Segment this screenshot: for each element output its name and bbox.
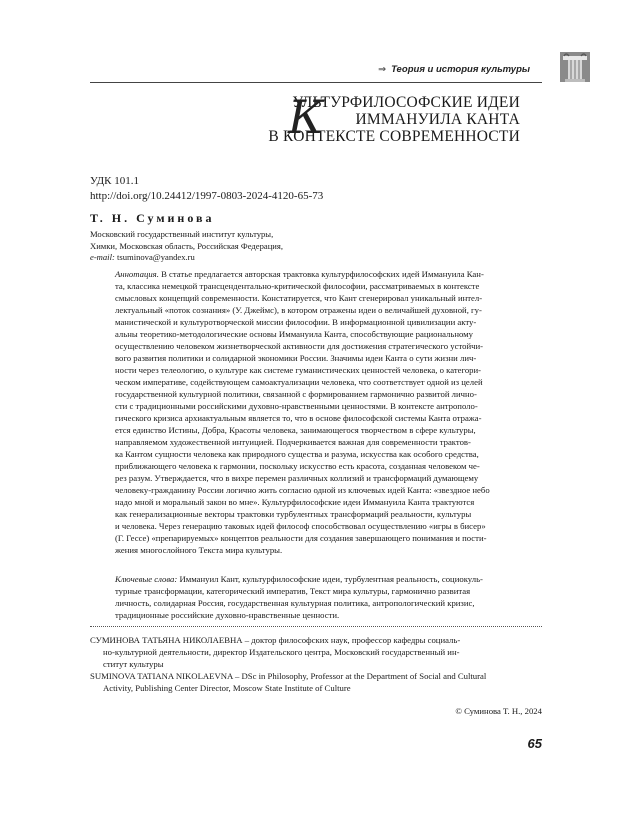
abstract-line: ка Кантом сущности человека как природного существа и разума, искусства как особого средства, [115, 449, 479, 459]
affiliation-line: Химки, Московская область, Российская Федерация, [90, 240, 283, 251]
abstract-line: смысловых концепций современности. Констатируется, что Кант сгенерировал уникальный интел- [115, 293, 483, 303]
keywords-line: личность, солидарная Россия, государственная культурная политика, антропологический кризис, [115, 598, 475, 608]
keywords-label: Ключевые слова: [115, 574, 178, 584]
abstract-line: человеку-гражданину России логично жить согласно одной из ключевых идей Канта: «звездное небо [115, 485, 490, 495]
abstract-line: и человека. Через генерацию таковых идей философ способствовал осуществлению «игры в бисер» [115, 521, 486, 531]
abstract-line: ческом императиве, содействующем самоактуализации человека, что соответствует одной из целей [115, 377, 483, 387]
author-name: Т. Н. Суминова [90, 211, 215, 225]
abstract-line: альны теоретико-методологические основы Иммануила Канта, способствующие рациональному [115, 329, 474, 339]
arrow-icon: ⇒ [378, 64, 387, 75]
abstract-line: В статье предлагается авторская трактовка культурфилософских идей Иммануила Кан- [161, 269, 484, 279]
udc-code: УДК 101.1 [90, 175, 140, 187]
abstract-line: как генерализационные векторы трактовки турбулентных трансформаций реальности, культуры [115, 509, 472, 519]
abstract-line: направляемом художественной интуицией. Подчеркивается важная для современности трактов- [115, 437, 471, 447]
title-line: ИММАНУИЛА КАНТА [355, 111, 520, 128]
abstract-line: та, классика немецкой трансцендентально-критической философии, рассматриваемых в контексте [115, 281, 480, 291]
header-rule [90, 82, 542, 83]
bio-en-line: SUMINOVA TATIANA NIKOLAEVNA – DSc in Philosophy, Professor at the Department of Social and Cultural [90, 671, 487, 681]
abstract-line: манистической и культуротворческой миссии философии. В информационной цивилизации акту- [115, 317, 477, 327]
abstract-label: Аннотация. [115, 269, 159, 279]
bio-ru-line: но-культурной деятельности, директор Издательского центра, Московский государственный ин- [103, 647, 460, 657]
abstract-line: осуществлению человеком жизнетворческой активности для достижения стратегического устойчи- [115, 341, 484, 351]
author-email[interactable]: tsuminova@yandex.ru [116, 252, 195, 262]
copyright: © Суминова Т. Н., 2024 [455, 706, 542, 716]
keywords-line: Иммануил Кант, культурфилософские идеи, турбулентная реальность, социокуль- [179, 574, 483, 584]
dotted-divider [90, 626, 542, 627]
abstract-line: рез разум. Утверждается, что в вихре перемен различных коллизий и трансформаций думающему [115, 473, 479, 483]
article-title [150, 90, 520, 145]
column-ornament-icon [560, 48, 590, 84]
bio-ru-line: ститут культуры [103, 659, 164, 669]
abstract-line: приближающего человека к гармонии, поскольку искусство есть красота, созданная человеком че- [115, 461, 480, 471]
email-label: e-mail: [90, 252, 115, 262]
abstract-line: жения многослойного Текста мира культуры. [115, 545, 283, 555]
page-number: 65 [527, 736, 542, 751]
abstract-line: сти с традиционными российскими духовно-нравственными ценностями. В контексте антрополо- [115, 401, 478, 411]
bio-ru-line: СУМИНОВА ТАТЬЯНА НИКОЛАЕВНА – доктор философских наук, профессор кафедры социаль- [90, 635, 461, 645]
abstract-line: вого развития политики и солидарной экономики России. Значимы идеи Канта о сути жизни лич- [115, 353, 477, 363]
author-bio [90, 634, 542, 694]
keywords-line: традиционные российские духовно-нравственные ценности. [115, 610, 340, 620]
article-meta [90, 174, 323, 204]
abstract [115, 268, 536, 556]
abstract-line: лектуальный «поток сознания» (У. Джеймс), в котором отражены идеи о величайшей духовной, гу- [115, 305, 482, 315]
author-affiliation [90, 229, 283, 264]
abstract-line: ности через телеологию, о культуре как системе гуманистических ценностей человека, о категори- [115, 365, 482, 375]
section-label [378, 64, 530, 75]
title-line: В КОНТЕКСТЕ СОВРЕМЕННОСТИ [268, 128, 520, 145]
running-header [90, 60, 560, 84]
title-line: УЛЬТУРФИЛОСОФСКИЕ ИДЕИ [292, 94, 520, 111]
bio-en-line: Activity, Publishing Center Director, Moscow State Institute of Culture [103, 683, 351, 693]
abstract-line: (Г. Гессе) «препарируемых» концептов реальности для создания завершающего понимания и пости- [115, 533, 487, 543]
doi-link[interactable]: http://doi.org/10.24412/1997-0803-2024-4120-65-73 [90, 190, 324, 202]
section-title: Теория и история культуры [391, 64, 530, 75]
affiliation-line: Московский государственный институт культуры, [90, 229, 274, 239]
keywords [115, 573, 536, 621]
abstract-line: государственной культурной политики, связанной с формированием гармонично развитой лично- [115, 389, 477, 399]
keywords-line: турные трансформации, категорический императив, Текст мира культуры, гармонично развитая [115, 586, 471, 596]
abstract-line: гического кризиса архиактуальным является то, что в основе философской системы Канта отража- [115, 413, 482, 423]
abstract-line: надо мной и моральный закон во мне». Культурфилософские идеи Иммануила Канта трактуются [115, 497, 475, 507]
title-dropcap: К [288, 90, 324, 144]
abstract-line: ется единство Истины, Добра, Красоты человека, занимающегося творчеством в сфере культуры, [115, 425, 476, 435]
